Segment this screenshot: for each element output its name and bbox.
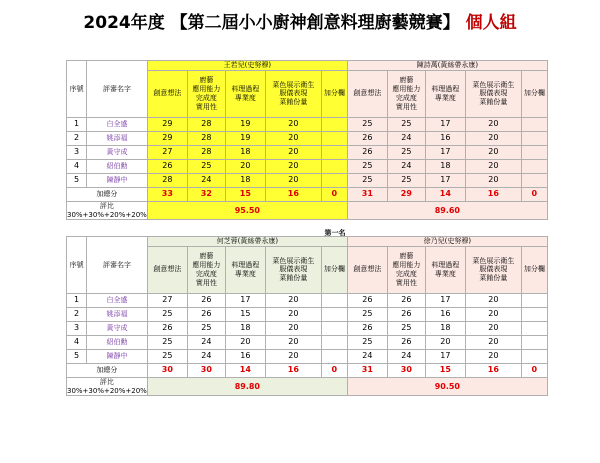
score-cell <box>321 293 347 307</box>
criteria-header: 加分欄 <box>321 246 347 293</box>
total-label: 加總分 <box>67 187 148 201</box>
criteria-header: 菜色展示衛生 服儀表現 菜餚份量 <box>465 70 521 117</box>
score-cell: 24 <box>387 159 425 173</box>
score-cell <box>521 159 547 173</box>
total-label: 加總分 <box>67 363 148 377</box>
total-score: 16 <box>465 187 521 201</box>
criteria-header: 加分欄 <box>521 70 547 117</box>
score-cell: 26 <box>347 293 387 307</box>
score-cell: 28 <box>187 117 225 131</box>
score-cell <box>321 131 347 145</box>
judge-header: 評審名字 <box>87 237 148 294</box>
judge-name: 白全盛 <box>87 117 148 131</box>
score-cell: 25 <box>147 307 187 321</box>
score-cell: 20 <box>265 321 321 335</box>
total-score: 15 <box>425 363 465 377</box>
contestant-a-name: 何芝蓉(黃絲帶永康) <box>147 237 347 247</box>
table-row <box>67 293 548 307</box>
score-cell: 18 <box>425 159 465 173</box>
score-cell: 16 <box>425 131 465 145</box>
score-cell: 25 <box>347 335 387 349</box>
weighted-label: 評比30%+30%+20%+20% <box>67 201 147 219</box>
total-score: 32 <box>187 187 225 201</box>
criteria-header: 菜色展示衛生 服儀表現 菜餚份量 <box>265 70 321 117</box>
score-cell: 19 <box>225 131 265 145</box>
score-cell: 28 <box>147 173 187 187</box>
criteria-header: 創意想法 <box>147 70 187 117</box>
row-number: 2 <box>67 307 87 321</box>
table-row <box>67 145 548 159</box>
score-cell: 18 <box>425 321 465 335</box>
criteria-header: 菜色展示衛生 服儀表現 菜餚份量 <box>465 246 521 293</box>
total-score: 30 <box>187 363 225 377</box>
score-cell <box>321 117 347 131</box>
score-cell <box>521 117 547 131</box>
score-cell: 20 <box>465 131 521 145</box>
criteria-header: 料理過程 專業度 <box>425 70 465 117</box>
score-cell: 20 <box>265 159 321 173</box>
score-cell: 26 <box>187 293 225 307</box>
score-cell: 27 <box>147 145 187 159</box>
row-number: 3 <box>67 145 87 159</box>
criteria-header: 廚藝 應用能力 完成度 實用性 <box>187 246 225 293</box>
score-table-1 <box>66 60 548 220</box>
judge-name: 白全盛 <box>87 293 148 307</box>
weighted-score: 89.80 <box>147 377 347 396</box>
score-table-2 <box>66 236 548 396</box>
criteria-header: 創意想法 <box>147 246 187 293</box>
judge-name: 黃守成 <box>87 145 148 159</box>
score-cell <box>321 335 347 349</box>
judge-name: 紹伯勳 <box>87 335 148 349</box>
score-cell <box>521 173 547 187</box>
score-cell: 20 <box>265 173 321 187</box>
score-cell: 18 <box>225 145 265 159</box>
score-cell: 25 <box>347 117 387 131</box>
score-cell: 20 <box>265 117 321 131</box>
criteria-header: 加分欄 <box>521 246 547 293</box>
total-score: 16 <box>265 363 321 377</box>
judge-name: 陳靜中 <box>87 173 148 187</box>
total-score: 16 <box>465 363 521 377</box>
row-number: 4 <box>67 159 87 173</box>
title-year: 2024年度 <box>83 13 165 33</box>
score-cell: 26 <box>147 321 187 335</box>
table-row <box>67 335 548 349</box>
score-cell: 17 <box>425 173 465 187</box>
score-cell: 26 <box>387 307 425 321</box>
score-cell: 20 <box>225 335 265 349</box>
score-cell: 17 <box>225 293 265 307</box>
row-number: 4 <box>67 335 87 349</box>
score-cell <box>521 349 547 363</box>
score-cell: 20 <box>265 145 321 159</box>
criteria-header: 菜色展示衛生 服儀表現 菜餚份量 <box>265 246 321 293</box>
total-score: 31 <box>347 363 387 377</box>
table-row <box>67 159 548 173</box>
score-cell: 25 <box>347 307 387 321</box>
criteria-header: 創意想法 <box>347 246 387 293</box>
score-cell: 20 <box>265 349 321 363</box>
row-number: 1 <box>67 117 87 131</box>
score-cell: 26 <box>387 335 425 349</box>
row-number: 1 <box>67 293 87 307</box>
score-cell: 25 <box>147 335 187 349</box>
page-title <box>0 8 600 33</box>
score-cell: 20 <box>465 117 521 131</box>
score-cell: 26 <box>347 321 387 335</box>
total-score: 30 <box>147 363 187 377</box>
score-cell: 25 <box>387 145 425 159</box>
score-cell: 20 <box>265 335 321 349</box>
score-cell: 25 <box>147 349 187 363</box>
total-score: 15 <box>225 187 265 201</box>
score-cell: 25 <box>187 159 225 173</box>
criteria-header: 料理過程 專業度 <box>425 246 465 293</box>
score-cell <box>521 131 547 145</box>
criteria-header: 料理過程 專業度 <box>225 246 265 293</box>
rank-label: 第一名 <box>324 229 346 237</box>
weighted-label: 評比30%+30%+20%+20% <box>67 377 147 395</box>
judge-name: 黃守成 <box>87 321 148 335</box>
score-cell <box>521 145 547 159</box>
score-cell <box>321 173 347 187</box>
score-cell: 20 <box>265 307 321 321</box>
score-cell: 24 <box>387 131 425 145</box>
score-cell: 20 <box>465 293 521 307</box>
score-cell: 25 <box>387 117 425 131</box>
total-score: 16 <box>265 187 321 201</box>
score-cell: 26 <box>347 131 387 145</box>
score-cell <box>321 307 347 321</box>
score-cell: 27 <box>147 293 187 307</box>
score-cell: 25 <box>387 321 425 335</box>
score-cell: 28 <box>187 145 225 159</box>
row-number: 2 <box>67 131 87 145</box>
score-cell: 20 <box>465 335 521 349</box>
total-score: 0 <box>521 187 547 201</box>
score-cell: 24 <box>187 335 225 349</box>
criteria-header: 廚藝 應用能力 完成度 實用性 <box>187 70 225 117</box>
total-score: 31 <box>347 187 387 201</box>
score-cell: 16 <box>425 307 465 321</box>
row-number: 5 <box>67 349 87 363</box>
total-score: 29 <box>387 187 425 201</box>
table-row <box>67 321 548 335</box>
seq-header: 序號 <box>67 237 87 294</box>
score-cell: 20 <box>465 321 521 335</box>
score-cell: 24 <box>187 173 225 187</box>
row-number: 5 <box>67 173 87 187</box>
score-cell: 26 <box>387 293 425 307</box>
score-cell: 28 <box>187 131 225 145</box>
judge-name: 姚添福 <box>87 307 148 321</box>
contestant-a-name: 王若兒(史努穆) <box>147 61 347 71</box>
score-cell: 20 <box>465 159 521 173</box>
judge-header: 評審名字 <box>87 61 148 118</box>
score-cell: 17 <box>425 145 465 159</box>
total-score: 30 <box>387 363 425 377</box>
criteria-header: 料理過程 專業度 <box>225 70 265 117</box>
judge-name: 陳靜中 <box>87 349 148 363</box>
weighted-score: 95.50 <box>147 201 347 220</box>
score-cell: 24 <box>387 349 425 363</box>
total-score: 14 <box>225 363 265 377</box>
score-cell: 20 <box>425 335 465 349</box>
total-score: 14 <box>425 187 465 201</box>
score-cell: 17 <box>425 349 465 363</box>
score-cell: 26 <box>347 145 387 159</box>
score-cell: 20 <box>265 293 321 307</box>
score-cell: 25 <box>347 159 387 173</box>
criteria-header: 廚藝 應用能力 完成度 實用性 <box>387 70 425 117</box>
total-score: 33 <box>147 187 187 201</box>
score-cell: 25 <box>387 173 425 187</box>
title-group: 個人組 <box>465 13 517 33</box>
total-score: 0 <box>321 363 347 377</box>
score-cell <box>521 293 547 307</box>
score-cell: 25 <box>187 321 225 335</box>
score-cell: 24 <box>187 349 225 363</box>
score-cell <box>321 145 347 159</box>
score-cell: 25 <box>347 173 387 187</box>
table-row <box>67 131 548 145</box>
score-cell: 20 <box>265 131 321 145</box>
title-competition: 【第二屆小小廚神創意料理廚藝競賽】 <box>170 13 460 33</box>
score-cell: 20 <box>465 349 521 363</box>
score-cell: 17 <box>425 293 465 307</box>
score-cell: 20 <box>465 145 521 159</box>
criteria-header: 廚藝 應用能力 完成度 實用性 <box>387 246 425 293</box>
score-cell: 24 <box>347 349 387 363</box>
total-score: 0 <box>521 363 547 377</box>
score-cell: 15 <box>225 307 265 321</box>
score-cell: 29 <box>147 117 187 131</box>
row-number: 3 <box>67 321 87 335</box>
table-row <box>67 117 548 131</box>
score-cell: 17 <box>425 117 465 131</box>
contestant-b-name: 陳詩萬(黃絲帶永康) <box>347 61 547 71</box>
score-cell <box>521 307 547 321</box>
table-row <box>67 349 548 363</box>
criteria-header: 加分欄 <box>321 70 347 117</box>
score-cell: 29 <box>147 131 187 145</box>
score-cell <box>521 321 547 335</box>
score-cell <box>521 335 547 349</box>
judge-name: 紹伯勳 <box>87 159 148 173</box>
weighted-score: 89.60 <box>347 201 547 220</box>
score-cell: 16 <box>225 349 265 363</box>
criteria-header: 創意想法 <box>347 70 387 117</box>
table-row <box>67 307 548 321</box>
score-cell <box>321 159 347 173</box>
score-cell: 20 <box>225 159 265 173</box>
score-cell: 18 <box>225 173 265 187</box>
score-cell: 26 <box>147 159 187 173</box>
score-cell: 20 <box>465 173 521 187</box>
table-row <box>67 173 548 187</box>
score-cell: 19 <box>225 117 265 131</box>
judge-name: 姚添福 <box>87 131 148 145</box>
score-cell <box>321 321 347 335</box>
score-cell: 20 <box>465 307 521 321</box>
score-cell: 18 <box>225 321 265 335</box>
score-cell: 26 <box>187 307 225 321</box>
contestant-b-name: 徐乃兒(史努穆) <box>347 237 547 247</box>
weighted-score: 90.50 <box>347 377 547 396</box>
score-cell <box>321 349 347 363</box>
total-score: 0 <box>321 187 347 201</box>
seq-header: 序號 <box>67 61 87 118</box>
